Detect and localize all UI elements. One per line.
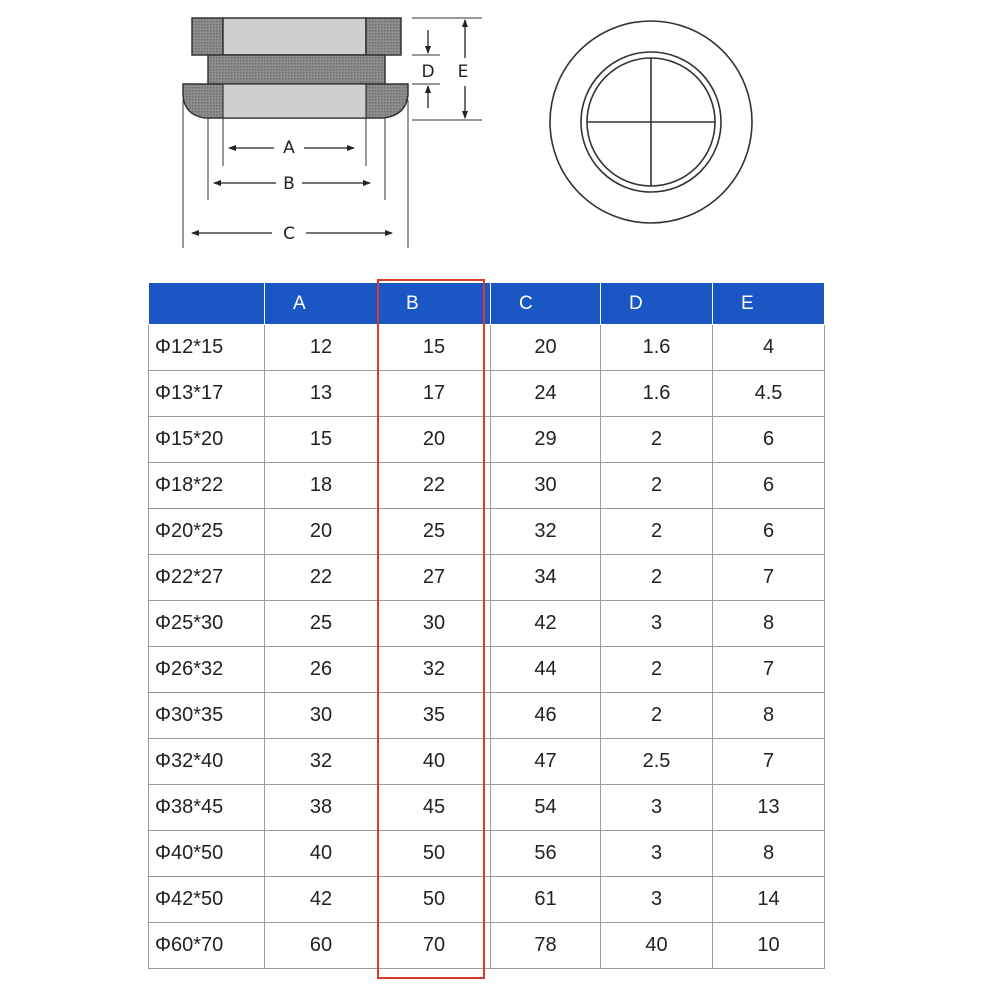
cell-size: Φ20*25 bbox=[149, 509, 265, 555]
cell-c: 46 bbox=[491, 693, 601, 739]
spec-table bbox=[148, 282, 825, 969]
cell-size: Φ38*45 bbox=[149, 785, 265, 831]
cell-a: 60 bbox=[265, 923, 378, 969]
cell-b: 45 bbox=[378, 785, 491, 831]
cell-b: 20 bbox=[378, 417, 491, 463]
table-row bbox=[149, 555, 825, 601]
cell-d: 2 bbox=[601, 509, 713, 555]
cell-e: 8 bbox=[713, 601, 825, 647]
side-section-view bbox=[183, 18, 408, 118]
table-header-row bbox=[149, 283, 825, 325]
cell-size: Φ42*50 bbox=[149, 877, 265, 923]
header-b: B bbox=[378, 283, 491, 325]
cell-a: 25 bbox=[265, 601, 378, 647]
cell-d: 40 bbox=[601, 923, 713, 969]
cell-d: 3 bbox=[601, 601, 713, 647]
table-row bbox=[149, 417, 825, 463]
cell-c: 54 bbox=[491, 785, 601, 831]
cell-c: 42 bbox=[491, 601, 601, 647]
cell-e: 6 bbox=[713, 463, 825, 509]
cell-size: Φ26*32 bbox=[149, 647, 265, 693]
cell-a: 13 bbox=[265, 371, 378, 417]
cell-c: 56 bbox=[491, 831, 601, 877]
table-body bbox=[149, 325, 825, 969]
table-row bbox=[149, 693, 825, 739]
cell-d: 2 bbox=[601, 647, 713, 693]
cell-d: 3 bbox=[601, 831, 713, 877]
cell-b: 70 bbox=[378, 923, 491, 969]
cell-a: 38 bbox=[265, 785, 378, 831]
cell-e: 6 bbox=[713, 509, 825, 555]
cell-c: 47 bbox=[491, 739, 601, 785]
cell-b: 40 bbox=[378, 739, 491, 785]
table-row bbox=[149, 601, 825, 647]
cell-size: Φ25*30 bbox=[149, 601, 265, 647]
cell-b: 17 bbox=[378, 371, 491, 417]
cell-c: 30 bbox=[491, 463, 601, 509]
cell-size: Φ60*70 bbox=[149, 923, 265, 969]
cell-d: 2 bbox=[601, 555, 713, 601]
table-row bbox=[149, 647, 825, 693]
cell-e: 4.5 bbox=[713, 371, 825, 417]
cell-size: Φ32*40 bbox=[149, 739, 265, 785]
cell-c: 78 bbox=[491, 923, 601, 969]
top-view bbox=[550, 21, 752, 223]
cell-b: 30 bbox=[378, 601, 491, 647]
cell-e: 7 bbox=[713, 739, 825, 785]
cell-d: 3 bbox=[601, 785, 713, 831]
grommet-diagram bbox=[0, 0, 1000, 270]
cell-size: Φ30*35 bbox=[149, 693, 265, 739]
cell-c: 34 bbox=[491, 555, 601, 601]
cell-d: 3 bbox=[601, 877, 713, 923]
cell-b: 35 bbox=[378, 693, 491, 739]
dim-label-a: A bbox=[283, 138, 295, 158]
cell-size: Φ40*50 bbox=[149, 831, 265, 877]
cell-b: 27 bbox=[378, 555, 491, 601]
cell-size: Φ13*17 bbox=[149, 371, 265, 417]
cell-c: 61 bbox=[491, 877, 601, 923]
table-row bbox=[149, 463, 825, 509]
cell-a: 20 bbox=[265, 509, 378, 555]
header-c: C bbox=[491, 283, 601, 325]
cell-e: 4 bbox=[713, 325, 825, 371]
cell-e: 10 bbox=[713, 923, 825, 969]
cell-a: 12 bbox=[265, 325, 378, 371]
cell-d: 2.5 bbox=[601, 739, 713, 785]
header-e: E bbox=[713, 283, 825, 325]
cell-c: 29 bbox=[491, 417, 601, 463]
dim-label-e: E bbox=[457, 62, 469, 82]
cell-d: 2 bbox=[601, 417, 713, 463]
cell-c: 20 bbox=[491, 325, 601, 371]
table-row bbox=[149, 877, 825, 923]
cell-size: Φ12*15 bbox=[149, 325, 265, 371]
cell-d: 1.6 bbox=[601, 371, 713, 417]
cell-a: 32 bbox=[265, 739, 378, 785]
cell-d: 2 bbox=[601, 693, 713, 739]
cell-b: 25 bbox=[378, 509, 491, 555]
cell-a: 26 bbox=[265, 647, 378, 693]
cell-e: 13 bbox=[713, 785, 825, 831]
dim-label-b: B bbox=[283, 174, 295, 194]
table-row bbox=[149, 785, 825, 831]
cell-e: 8 bbox=[713, 693, 825, 739]
table-row bbox=[149, 739, 825, 785]
table-row bbox=[149, 509, 825, 555]
cell-size: Φ22*27 bbox=[149, 555, 265, 601]
cell-a: 30 bbox=[265, 693, 378, 739]
cell-c: 32 bbox=[491, 509, 601, 555]
cell-e: 7 bbox=[713, 555, 825, 601]
cell-size: Φ18*22 bbox=[149, 463, 265, 509]
table-row bbox=[149, 923, 825, 969]
cell-b: 50 bbox=[378, 877, 491, 923]
header-d: D bbox=[601, 283, 713, 325]
header-a: A bbox=[265, 283, 378, 325]
table-row bbox=[149, 831, 825, 877]
header-size bbox=[149, 283, 265, 325]
cell-e: 7 bbox=[713, 647, 825, 693]
cell-c: 44 bbox=[491, 647, 601, 693]
dim-label-d: D bbox=[421, 62, 435, 82]
cell-c: 24 bbox=[491, 371, 601, 417]
cell-a: 15 bbox=[265, 417, 378, 463]
cell-e: 8 bbox=[713, 831, 825, 877]
cell-a: 22 bbox=[265, 555, 378, 601]
cell-a: 42 bbox=[265, 877, 378, 923]
cell-a: 40 bbox=[265, 831, 378, 877]
table-row bbox=[149, 371, 825, 417]
cell-b: 22 bbox=[378, 463, 491, 509]
cell-b: 32 bbox=[378, 647, 491, 693]
dim-label-c: C bbox=[283, 224, 295, 244]
cell-e: 6 bbox=[713, 417, 825, 463]
cell-a: 18 bbox=[265, 463, 378, 509]
cell-b: 50 bbox=[378, 831, 491, 877]
cell-e: 14 bbox=[713, 877, 825, 923]
cell-b: 15 bbox=[378, 325, 491, 371]
cell-d: 1.6 bbox=[601, 325, 713, 371]
cell-d: 2 bbox=[601, 463, 713, 509]
table-row bbox=[149, 325, 825, 371]
cell-size: Φ15*20 bbox=[149, 417, 265, 463]
